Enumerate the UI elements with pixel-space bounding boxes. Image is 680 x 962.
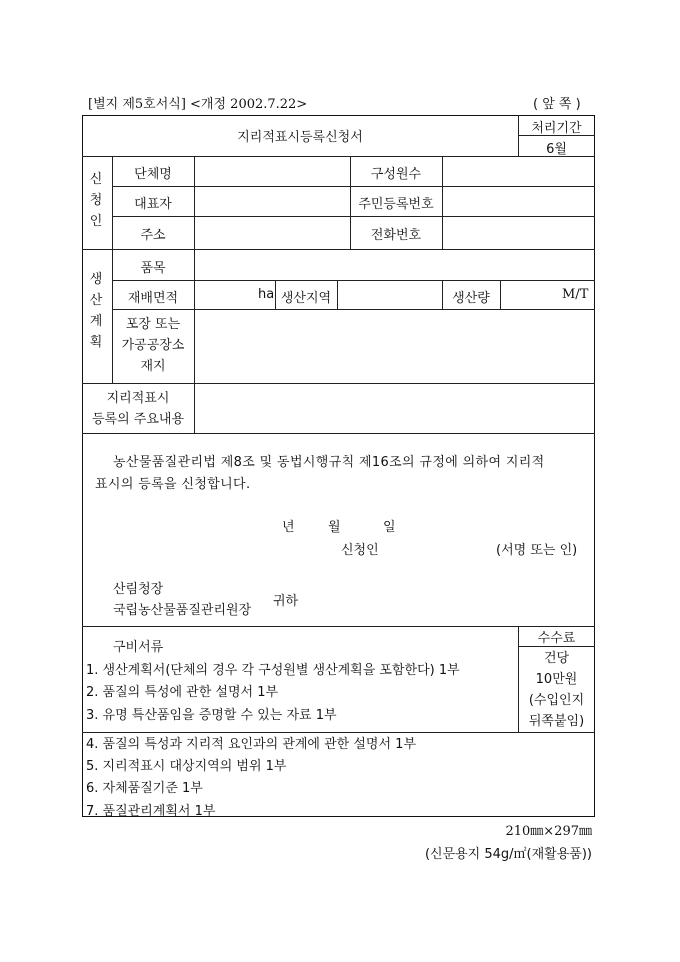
form-id: [별지 제5호서식] <개정 2002.7.22> (88, 97, 308, 112)
documents-title: 구비서류 (113, 640, 164, 655)
region-label: 생산지역 (280, 291, 332, 306)
paper-size: 210㎜×297㎜ (505, 824, 592, 839)
output-label: 생산량 (452, 291, 490, 306)
rule (337, 280, 338, 309)
representative-label: 대표자 (134, 197, 172, 212)
document-item: 2. 품질의 특성에 관한 설명서 1부 (86, 685, 279, 700)
address-label: 주소 (140, 228, 166, 243)
rule (82, 383, 595, 384)
processing-label: 처리기간 (531, 121, 582, 136)
resident-no-label: 주민등록번호 (358, 197, 434, 212)
date-month: 월 (328, 520, 341, 535)
honorific: 귀하 (273, 594, 299, 609)
item-label: 품목 (140, 261, 166, 276)
recipient-1: 산림청장 (113, 582, 164, 597)
rule (112, 309, 595, 310)
document-item: 1. 생산계획서(단체의 경우 각 구성원별 생산계획을 포함한다) 1부 (86, 663, 460, 678)
rule (112, 216, 595, 217)
area-unit: ha (258, 287, 275, 302)
area-label: 재배면적 (127, 291, 179, 306)
document-item: 3. 유명 특산품임을 증명할 수 있는 자료 1부 (86, 708, 337, 723)
statement-line-2: 표시의 등록을 신청합니다. (95, 477, 251, 492)
applicant-section-label: 신 청 인 (89, 172, 103, 229)
sign-or-seal: (서명 또는 인) (496, 543, 578, 558)
document-item: 7. 품질관리계획서 1부 (86, 804, 216, 819)
production-section-label: 생 산 계 획 (89, 272, 103, 350)
rule (82, 433, 595, 434)
processing-value: 6월 (546, 142, 567, 157)
fee-value: 건당 10만원 (수입인지 뒤쪽붙임) (528, 651, 585, 729)
output-unit: M/T (562, 287, 589, 302)
members-label: 구성원수 (370, 167, 422, 182)
rule (500, 280, 501, 309)
rule (194, 156, 195, 433)
rule (442, 156, 443, 249)
document-item: 4. 품질의 특성과 지리적 요인과의 관계에 관한 설명서 1부 (86, 737, 417, 752)
document-item: 6. 자체품질기준 1부 (86, 781, 203, 796)
rule (112, 186, 595, 187)
main-content-label: 지리적표시 등록의 주요내용 (91, 391, 185, 427)
document-item: 5. 지리적표시 대상지역의 범위 1부 (86, 759, 287, 774)
applicant-sign-label: 신청인 (341, 543, 379, 558)
date-year: 년 (282, 520, 295, 535)
rule (518, 646, 595, 647)
rule (112, 280, 595, 281)
page-side: ( 앞 쪽 ) (533, 97, 581, 112)
form-title: 지리적표시등록신청서 (237, 130, 363, 145)
facility-label: 포장 또는 가공공장소 재지 (121, 317, 185, 374)
statement-line-1: 농산물품질관리법 제8조 및 동법시행규칙 제16조의 규정에 의하여 지리적 (113, 455, 545, 470)
date-day: 일 (383, 520, 396, 535)
recipient-2: 국립농산물품질관리원장 (113, 603, 252, 618)
fee-label: 수수료 (537, 631, 576, 646)
paper-spec: (신문용지 54g/㎡(재활용품)) (424, 847, 592, 862)
phone-label: 전화번호 (370, 228, 422, 243)
rule (82, 249, 595, 250)
group-name-label: 단체명 (134, 167, 172, 182)
